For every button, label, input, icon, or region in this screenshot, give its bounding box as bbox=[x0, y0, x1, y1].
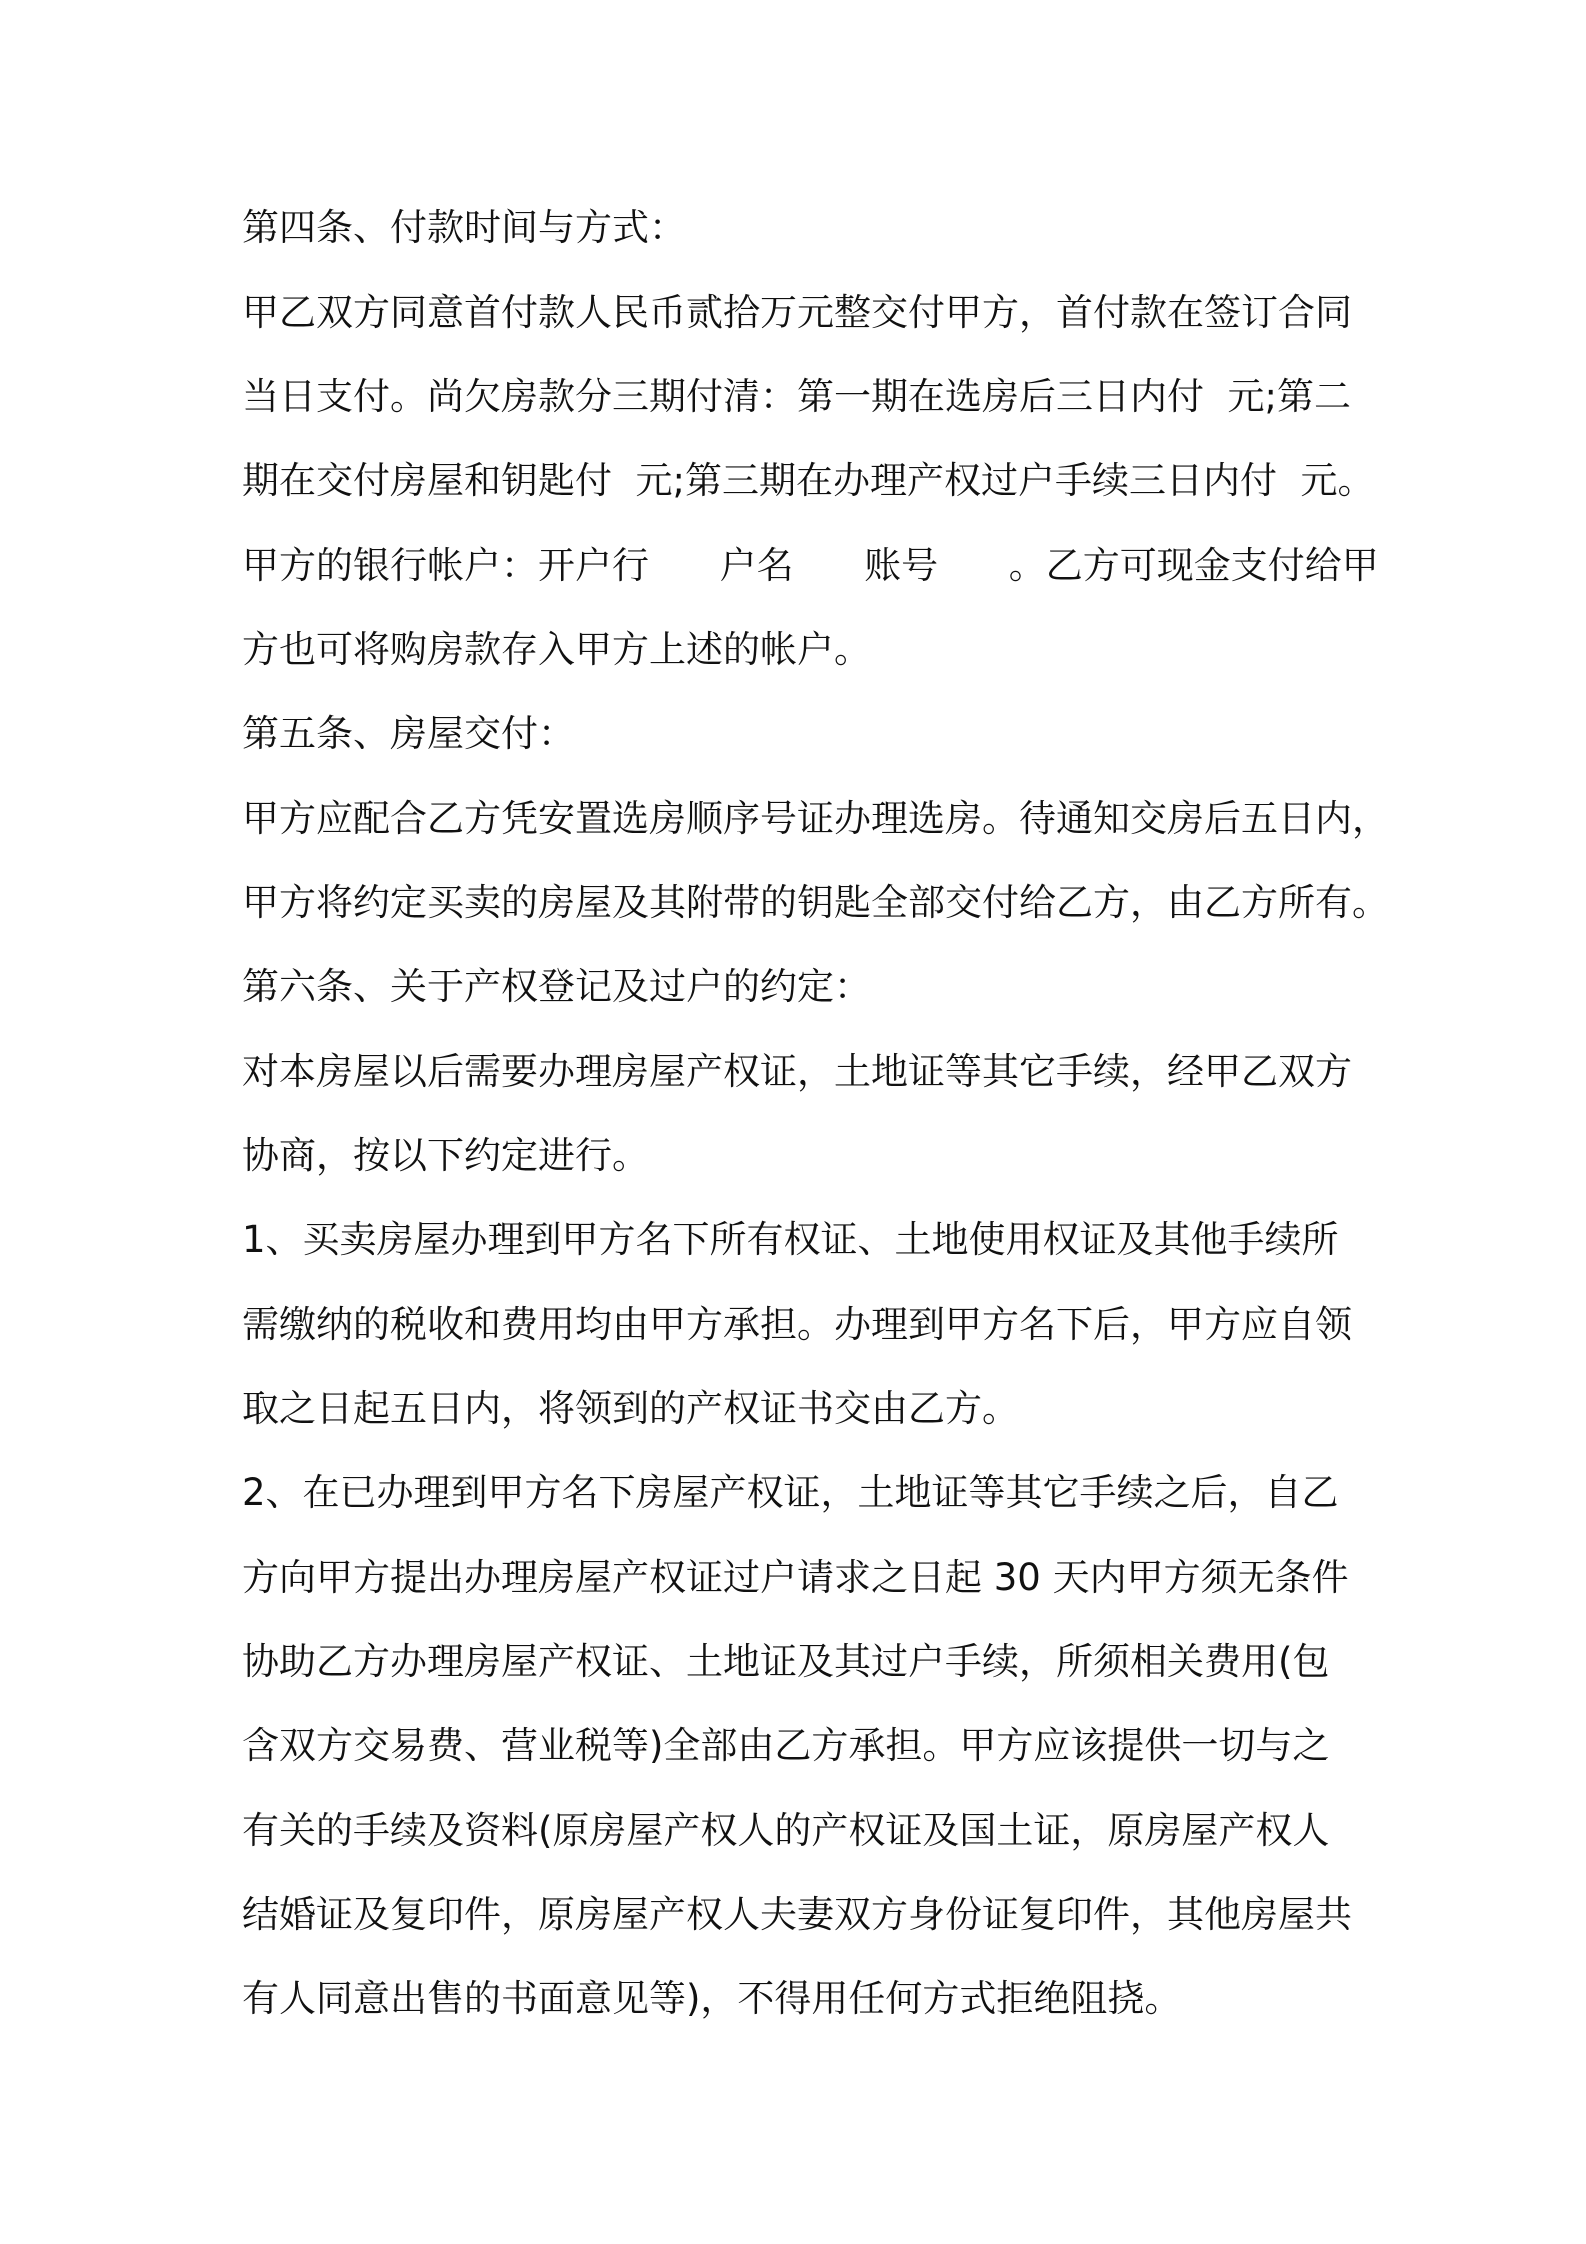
text-line: 1、买卖房屋办理到甲方名下所有权证、土地使用权证及其他手续所 bbox=[242, 1218, 1339, 1261]
article-6-heading: 第六条、关于产权登记及过户的约定： bbox=[242, 965, 871, 1008]
text-line: 取之日起五日内，将领到的产权证书交由乙方。 bbox=[242, 1387, 1019, 1430]
text-line: 对本房屋以后需要办理房屋产权证，土地证等其它手续，经甲乙双方 bbox=[242, 1050, 1352, 1093]
text-line: 结婚证及复印件，原房屋产权人夫妻双方身份证复印件，其他房屋共 bbox=[242, 1893, 1352, 1936]
text-line: 方向甲方提出办理房屋产权证过户请求之日起 30 天内甲方须无条件 bbox=[242, 1556, 1349, 1599]
text-line: 含双方交易费、营业税等)全部由乙方承担。甲方应该提供一切与之 bbox=[242, 1724, 1330, 1767]
text-line: 期在交付房屋和钥匙付 元;第三期在办理产权过户手续三日内付 元。 bbox=[242, 459, 1375, 502]
text-line: 有人同意出售的书面意见等)，不得用任何方式拒绝阻挠。 bbox=[242, 1977, 1182, 2020]
text-line: 有关的手续及资料(原房屋产权人的产权证及国土证，原房屋产权人 bbox=[242, 1809, 1330, 1852]
text-line: 协商，按以下约定进行。 bbox=[242, 1134, 649, 1177]
article-4-heading: 第四条、付款时间与方式： bbox=[242, 206, 686, 249]
text-line: 甲方的银行帐户：开户行 户名 账号 。乙方可现金支付给甲 bbox=[242, 544, 1379, 587]
text-line: 2、在已办理到甲方名下房屋产权证，土地证等其它手续之后，自乙 bbox=[242, 1471, 1339, 1514]
text-line: 甲乙双方同意首付款人民币贰拾万元整交付甲方，首付款在签订合同 bbox=[242, 291, 1352, 334]
article-5-heading: 第五条、房屋交付： bbox=[242, 712, 575, 755]
text-line: 甲方应配合乙方凭安置选房顺序号证办理选房。待通知交房后五日内， bbox=[242, 797, 1389, 840]
text-line: 当日支付。尚欠房款分三期付清：第一期在选房后三日内付 元;第二 bbox=[242, 375, 1351, 418]
text-line: 方也可将购房款存入甲方上述的帐户。 bbox=[242, 628, 871, 671]
text-line: 甲方将约定买卖的房屋及其附带的钥匙全部交付给乙方，由乙方所有。 bbox=[242, 881, 1389, 924]
text-line: 协助乙方办理房屋产权证、土地证及其过户手续，所须相关费用(包 bbox=[242, 1640, 1330, 1683]
text-line: 需缴纳的税收和费用均由甲方承担。办理到甲方名下后，甲方应自领 bbox=[242, 1303, 1352, 1346]
